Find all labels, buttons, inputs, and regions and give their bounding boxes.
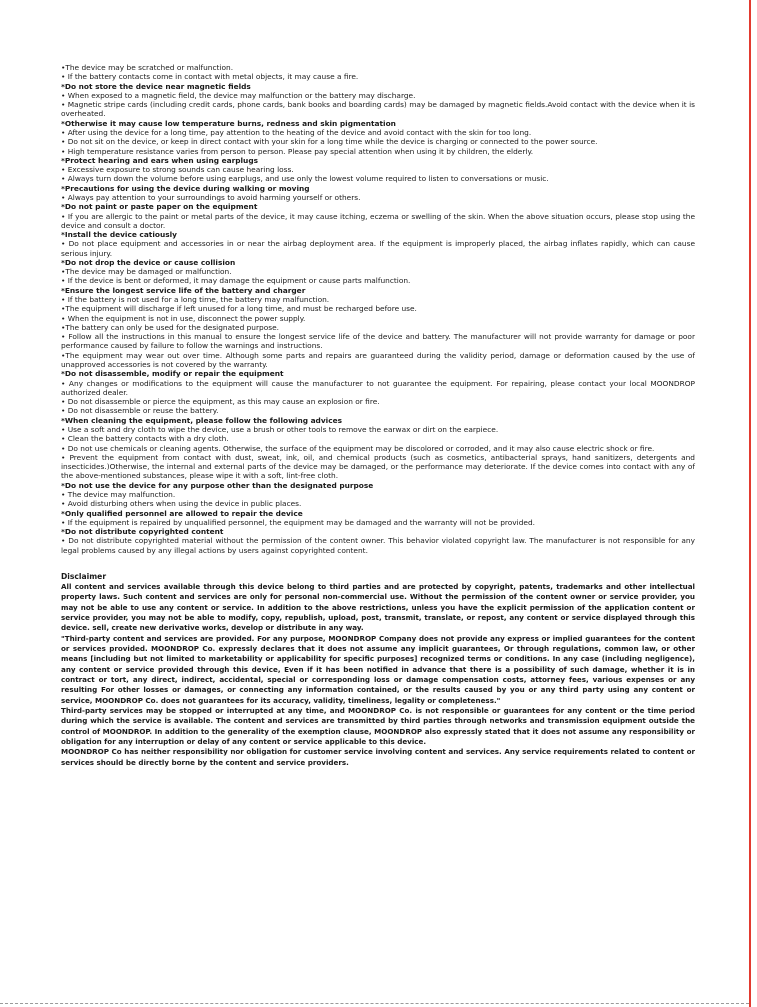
bullet-item: • After using the device for a long time, pay attention to the heating of the device and avoid contact with the skin for too long. <box>61 127 532 137</box>
bullet-item: • Always pay attention to your surroundings to avoid harming yourself or others. <box>61 192 361 202</box>
bullet-item: •The equipment will discharge if left unused for a long time, and must be recharged before use. <box>61 304 417 314</box>
disclaimer-title: Disclaimer <box>61 571 107 581</box>
section-heading: *Do not drop the device or cause collision <box>61 257 236 267</box>
bullet-item: • Do not place equipment and accessories in or near the airbag deployment area. If the equipment is improperly placed, the airbag inflates rapidly, which can cause serious injury. <box>61 239 695 258</box>
section-heading: *Ensure the longest service life of the battery and charger <box>61 285 306 295</box>
section-heading: *Only qualified personnel are allowed to repair the device <box>61 508 303 518</box>
disclaimer-paragraph: MOONDROP Co has neither responsibility nor obligation for customer service involving content and services. Any service requirements related to content or services should be directly borne by the content and service providers. <box>61 747 695 767</box>
right-edge-red-rule <box>749 0 751 1007</box>
bullet-item: • Follow all the instructions in this manual to ensure the longest service life of the device and battery. The manufacturer will not provide warranty for damage or poor performance caused by failure to follow the warnings and instructions. <box>61 332 695 351</box>
bullet-item: • If the battery contacts come in contact with metal objects, it may cause a fire. <box>61 72 359 82</box>
bullet-item: •The battery can only be used for the designated purpose. <box>61 322 279 332</box>
section-heading: *Do not store the device near magnetic fields <box>61 81 251 91</box>
bullet-item: • Do not disassemble or reuse the battery. <box>61 406 219 416</box>
bullet-item: • Avoid disturbing others when using the device in public places. <box>61 499 302 509</box>
section-heading: *Otherwise it may cause low temperature burns, redness and skin pigmentation <box>61 118 396 128</box>
bullet-item: • Prevent the equipment from contact with dust, sweat, ink, oil, and chemical products (such as cosmetics, antibacterial sprays, hand sanitizers, detergents and insecticides.)Otherwise, the internal and external parts of the device may be damaged, or the performance may deteriorate. If the device comes into contact with any of the above-mentioned substances, please wipe it with a soft, lint-free cloth. <box>61 452 695 481</box>
bullet-item: •The device may be damaged or malfunction. <box>61 267 232 277</box>
section-heading: *Do not distribute copyrighted content <box>61 527 224 537</box>
disclaimer-paragraph: All content and services available through this device belong to third parties and are protected by copyright, patents, trademarks and other intellectual property laws. Such content and services are only for personal non-commercial use. Without the permission of the content owner or service provider, you may not be able to use any content or service. In addition to the above restrictions, unless you have the explicit permission of the application content or service provider, you may not be able to modify, copy, republish, upload, post, transmit, translate, or repost, any content or service displayed through this device. sell, create new derivative works, develop or distribute in any way. <box>61 581 695 633</box>
section-heading: *Do not paint or paste paper on the equipment <box>61 202 258 212</box>
bullet-item: • If the equipment is repaired by unqualified personnel, the equipment may be damaged and the warranty will not be provided. <box>61 517 535 527</box>
bullet-item: • When exposed to a magnetic field, the device may malfunction or the battery may discharge. <box>61 90 416 100</box>
bullet-item: • Clean the battery contacts with a dry cloth. <box>61 434 229 444</box>
manual-page <box>61 63 695 768</box>
section-heading: *Precautions for using the device during walking or moving <box>61 183 310 193</box>
bullet-item: • The device may malfunction. <box>61 489 176 499</box>
section-heading: *Protect hearing and ears when using earplugs <box>61 155 259 165</box>
bullet-item: • High temperature resistance varies from person to person. Please pay special attention when using it by children, the elderly. <box>61 146 534 156</box>
bullet-item: • Do not use chemicals or cleaning agents. Otherwise, the surface of the equipment may be discolored or corroded, and it may also cause electric shock or fire. <box>61 443 655 453</box>
bullet-item: • Do not sit on the device, or keep in direct contact with your skin for a long time while the device is charging or connected to the power source. <box>61 137 598 147</box>
bottom-dashed-rule <box>0 1002 749 1004</box>
bullet-item: • If the battery is not used for a long time, the battery may malfunction. <box>61 295 330 305</box>
section-heading: *When cleaning the equipment, please follow the following advices <box>61 415 342 425</box>
bullet-item: • If you are allergic to the paint or metal parts of the device, it may cause itching, eczema or swelling of the skin. When the above situation occurs, please stop using the device and consult a doctor. <box>61 211 695 230</box>
safety-precautions-section <box>61 63 695 555</box>
bullet-item: • Any changes or modifications to the equipment will cause the manufacturer to not guarantee the equipment. For repairing, please contact your local MOONDROP authorized dealer. <box>61 378 695 397</box>
section-heading: *Do not use the device for any purpose other than the designated purpose <box>61 480 374 490</box>
bullet-item: • Magnetic stripe cards (including credit cards, phone cards, bank books and boarding cards) may be damaged by magnetic fields.Avoid contact with the device when it is overheated. <box>61 100 695 119</box>
bullet-item: • If the device is bent or deformed, it may damage the equipment or cause parts malfunction. <box>61 276 411 286</box>
disclaimer-paragraph: Third-party services may be stopped or interrupted at any time, and MOONDROP Co. is not responsible or guarantees for any content or the time period during which the service is available. The content and services are transmitted by third parties through networks and transmission equipment outside the control of MOONDROP. In addition to the generality of the exemption clause, MOONDROP also expressly stated that it does not assume any responsibility or obligation for any interruption or delay of any content or service applicable to this device. <box>61 706 695 747</box>
section-heading: *Install the device catiously <box>61 230 177 240</box>
bullet-item: • Do not distribute copyrighted material without the permission of the content owner. This behavior violated copyright law. The manufacturer is not responsible for any legal problems caused by any illegal actions by users against copyrighted content. <box>61 536 695 555</box>
section-heading: *Do not disassemble, modify or repair the equipment <box>61 369 284 379</box>
disclaimer-body <box>61 582 695 768</box>
bullet-item: • When the equipment is not in use, disconnect the power supply. <box>61 313 306 323</box>
bullet-item: • Always turn down the volume before using earplugs, and use only the lowest volume required to listen to conversations or music. <box>61 174 549 184</box>
disclaimer-paragraph: "Third-party content and services are provided. For any purpose, MOONDROP Company does not provide any express or implied guarantees for the content or services provided. MOONDROP Co. expressly declares that it does not assume any implicit guarantees, Or through regulations, common law, or other means [including but not limited to marketability or applicability for specific purposes] recognized terms or conditions. In any case (including negligence), any content or service provided through this device, Even if it has been notified in advance that there is a possibility of such damage, whether it is in contract or tort, any direct, indirect, accidental, special or corresponding loss or damage compensation costs, attorney fees, various expenses or any resulting For other losses or damages, or connecting any information contained, or the results caused by you or any third party using any content or service, MOONDROP Co. does not guarantees for its accuracy, validity, timeliness, legality or completeness." <box>61 633 695 705</box>
bullet-item: •The device may be scratched or malfunction. <box>61 63 234 72</box>
bullet-item: •The equipment may wear out over time. Although some parts and repairs are guaranteed during the validity period, damage or deformation caused by the use of unapproved accessories is not covered by the warranty. <box>61 350 695 369</box>
bullet-item: • Do not disassemble or pierce the equipment, as this may cause an explosion or fire. <box>61 397 380 407</box>
bullet-item: • Excessive exposure to strong sounds can cause hearing loss. <box>61 165 294 175</box>
disclaimer-section <box>61 572 695 768</box>
bullet-item: • Use a soft and dry cloth to wipe the device, use a brush or other tools to remove the earwax or dirt on the earpiece. <box>61 424 499 434</box>
